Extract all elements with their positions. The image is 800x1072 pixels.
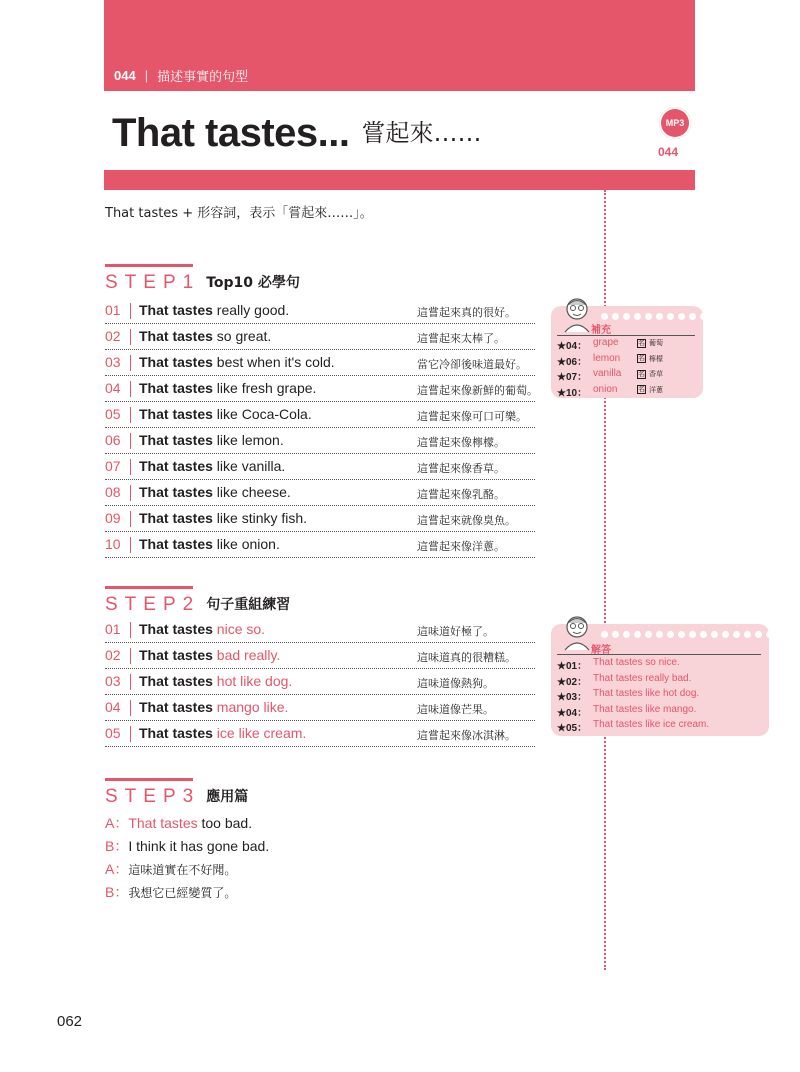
- noun-tag-icon: 名: [638, 355, 645, 362]
- sentence-rest: like vanilla.: [212, 458, 286, 474]
- sentence-keyword: That tastes: [139, 621, 213, 637]
- number-divider: [130, 407, 131, 423]
- sentence-row: [105, 454, 535, 480]
- number-divider: [130, 537, 131, 553]
- vocab-meaning: 檸檬: [649, 354, 663, 363]
- sentence-english: [139, 673, 292, 689]
- answer-text: That tastes like mango.: [593, 703, 697, 715]
- title-chinese: 嘗起來……: [361, 119, 482, 147]
- noun-tag-icon: 名: [638, 370, 645, 378]
- number-divider: [130, 674, 131, 690]
- sentence-keyword: That tastes: [139, 406, 213, 422]
- answer-item: [557, 657, 680, 672]
- intro-text: That tastes + 形容詞，表示「嘗起來……」。: [105, 206, 373, 221]
- sentence-row: [105, 721, 535, 747]
- sentence-number: 09: [105, 510, 121, 526]
- step2-label: STEP2: [105, 594, 201, 615]
- sentence-translation: 這嘗起來像洋蔥。: [417, 540, 505, 553]
- sentence-row: [105, 669, 535, 695]
- answer-text: That tastes like ice cream.: [593, 719, 710, 730]
- sentence-translation: 這嘗起來真的很好。: [417, 306, 516, 319]
- vocab-item: [557, 352, 663, 368]
- sentence-english: [139, 302, 289, 318]
- sentence-english: [139, 380, 316, 396]
- sentence-rest: really good.: [212, 302, 290, 318]
- title-underline-band: [104, 170, 695, 190]
- number-divider: [130, 433, 131, 449]
- sentence-row: [105, 617, 535, 643]
- sentence-number: 02: [105, 328, 121, 344]
- sentence-translation: 這嘗起來像可口可樂。: [417, 410, 527, 423]
- answers-heading: 解答: [591, 645, 611, 656]
- sentence-keyword: That tastes: [139, 699, 213, 715]
- sentence-english: [139, 484, 291, 500]
- dialogue-keyword: That tastes: [128, 815, 198, 831]
- sentence-keyword: That tastes: [139, 484, 213, 500]
- page-number: 062: [57, 1013, 83, 1030]
- answer-text: That tastes so nice.: [593, 657, 680, 668]
- vocab-item: [557, 368, 663, 383]
- sentence-translation: 這嘗起來就像臭魚。: [417, 514, 516, 527]
- sentence-english: [139, 406, 312, 422]
- notebook-holes: [601, 313, 729, 320]
- sentence-rest: like onion.: [212, 536, 280, 552]
- sentence-translation: 這嘗起來像乳酪。: [417, 488, 505, 501]
- step3-name: 應用篇: [206, 789, 249, 805]
- vocab-tag: [637, 354, 663, 364]
- number-divider: [130, 381, 131, 397]
- vocab-key: ★10：: [557, 387, 588, 399]
- dialogue-text: too bad.: [197, 815, 253, 831]
- sentence-keyword: That tastes: [139, 647, 213, 663]
- sentence-number: 04: [105, 380, 121, 396]
- sentence-english: [139, 647, 280, 663]
- sentence-number: 05: [105, 725, 121, 741]
- sentence-translation: 這味道像熱狗。: [417, 677, 494, 690]
- sentence-row: [105, 402, 535, 428]
- step3-header: [105, 786, 248, 808]
- sentence-keyword: That tastes: [139, 380, 213, 396]
- sentence-translation: 這嘗起來像冰淇淋。: [417, 729, 516, 742]
- sentence-row: [105, 506, 535, 532]
- sentence-rest: like stinky fish.: [212, 510, 308, 526]
- sentence-rest: ice like cream.: [212, 725, 307, 741]
- answer-item: [557, 703, 697, 719]
- vocab-key: ★07：: [557, 372, 588, 383]
- sentence-number: 01: [105, 302, 121, 318]
- sentence-rest: like Coca-Cola.: [212, 406, 312, 422]
- answers-rule: [557, 654, 761, 655]
- mp3-track-number: 044: [658, 145, 679, 159]
- step1-header: [105, 272, 300, 294]
- answer-item: [557, 688, 700, 703]
- answer-key: ★01：: [557, 661, 588, 672]
- sentence-row: [105, 376, 538, 402]
- sentence-english: [139, 328, 271, 344]
- dialogue-text: 我想它已經變質了。: [128, 886, 237, 900]
- sentence-rest: bad really.: [212, 647, 281, 663]
- step2-name: 句子重組練習: [206, 597, 291, 613]
- speaker-label: B：: [105, 838, 129, 854]
- answer-key: ★05：: [557, 723, 588, 734]
- sentence-english: [139, 536, 280, 552]
- supplement-rule: [557, 335, 695, 336]
- vocab-meaning: 洋蔥: [649, 385, 663, 394]
- vocab-key: ★06：: [557, 356, 588, 368]
- sentence-english: [139, 354, 335, 370]
- sentence-keyword: That tastes: [139, 458, 213, 474]
- sentence-number: 10: [105, 536, 121, 552]
- sentence-english: [139, 432, 284, 448]
- number-divider: [130, 648, 131, 664]
- sentence-number: 06: [105, 432, 121, 448]
- number-divider: [130, 459, 131, 475]
- vocab-tag: [637, 385, 663, 395]
- step1-name: Top10 必學句: [206, 275, 300, 291]
- sentence-keyword: That tastes: [139, 536, 213, 552]
- sentence-row: [105, 350, 535, 376]
- number-divider: [130, 511, 131, 527]
- sentence-row: [105, 532, 535, 558]
- step1-label: STEP1: [105, 272, 201, 293]
- noun-tag-icon: 名: [638, 386, 645, 393]
- speaker-label: A：: [105, 861, 129, 877]
- sentence-row: [105, 428, 535, 454]
- sentence-translation: 這嘗起來像檸檬。: [417, 436, 505, 449]
- vocab-word: grape: [593, 337, 619, 348]
- answer-item: [557, 719, 710, 734]
- answer-key: ★03：: [557, 692, 588, 703]
- sentence-keyword: That tastes: [139, 302, 213, 318]
- sentence-keyword: That tastes: [139, 354, 213, 370]
- dialogue-line: [105, 813, 252, 833]
- dialogue-line: [105, 836, 269, 856]
- sentence-number: 05: [105, 406, 121, 422]
- sentence-number: 02: [105, 647, 121, 663]
- page-title: [112, 111, 482, 156]
- sentence-translation: 這嘗起來像新鮮的葡萄。: [417, 384, 538, 397]
- answer-key: ★04：: [557, 707, 588, 719]
- sentence-number: 04: [105, 699, 121, 715]
- answer-item: [557, 672, 692, 688]
- sentence-english: [139, 699, 288, 715]
- sentence-translation: 這嘗起來太棒了。: [417, 332, 505, 345]
- sentence-number: 07: [105, 458, 121, 474]
- step-bar: [105, 264, 193, 267]
- number-divider: [130, 700, 131, 716]
- title-english: That tastes...: [112, 111, 350, 155]
- sentence-rest: like fresh grape.: [212, 380, 317, 396]
- number-divider: [130, 726, 131, 742]
- lesson-topic: 描述事實的句型: [157, 70, 249, 85]
- lesson-label: [114, 66, 248, 85]
- sentence-rest: hot like dog.: [212, 673, 293, 689]
- vocab-word: lemon: [593, 352, 621, 364]
- sentence-rest: best when it's cold.: [212, 354, 335, 370]
- sentence-row: [105, 643, 535, 669]
- number-divider: [130, 303, 131, 319]
- sentence-rest: mango like.: [212, 699, 289, 715]
- number-divider: [130, 485, 131, 501]
- sentence-number: 03: [105, 673, 121, 689]
- sentence-translation: 這嘗起來像香草。: [417, 462, 505, 475]
- answer-text: That tastes like hot dog.: [593, 688, 700, 699]
- speaker-label: B：: [105, 884, 129, 900]
- sentence-number: 01: [105, 621, 121, 637]
- sentence-english: [139, 621, 265, 637]
- sentence-english: [139, 725, 306, 741]
- step2-header: [105, 594, 290, 616]
- vocab-word: onion: [593, 383, 618, 395]
- step3-label: STEP3: [105, 786, 201, 807]
- sentence-row: [105, 695, 535, 721]
- step1-list: [105, 298, 538, 558]
- noun-tag-icon: 名: [638, 339, 645, 347]
- lesson-number: 044: [114, 68, 136, 83]
- answer-key: ★02：: [557, 676, 588, 688]
- vocab-word: vanilla: [593, 368, 622, 379]
- sentence-keyword: That tastes: [139, 673, 213, 689]
- answer-text: That tastes really bad.: [593, 672, 692, 684]
- sentence-rest: like cheese.: [212, 484, 291, 500]
- teacher-avatar-icon: [560, 614, 594, 652]
- teacher-avatar-icon: [560, 296, 594, 334]
- sentence-translation: 當它冷卻後味道最好。: [417, 358, 527, 371]
- sentence-number: 08: [105, 484, 121, 500]
- mp3-icon[interactable]: MP3: [659, 107, 691, 139]
- sentence-row: [105, 324, 535, 350]
- vocab-meaning: 葡萄: [649, 339, 663, 347]
- vocab-item: [557, 337, 663, 352]
- vocab-tag: [637, 338, 663, 348]
- sentence-row: [105, 480, 535, 506]
- vocab-item: [557, 383, 663, 399]
- supplement-heading: 補充: [591, 325, 611, 336]
- sentence-row: [105, 298, 535, 324]
- sentence-translation: 這味道像芒果。: [417, 703, 494, 716]
- speaker-label: A：: [105, 815, 129, 831]
- number-divider: [130, 355, 131, 371]
- number-divider: [130, 329, 131, 345]
- sentence-translation: 這味道好極了。: [417, 625, 494, 638]
- step-bar: [105, 778, 193, 781]
- step2-list: [105, 617, 535, 747]
- sentence-number: 03: [105, 354, 121, 370]
- dialogue-line: [105, 882, 236, 902]
- step-bar: [105, 586, 193, 589]
- sentence-rest: so great.: [212, 328, 272, 344]
- dialogue-text: I think it has gone bad.: [128, 838, 270, 854]
- number-divider: [130, 622, 131, 638]
- vocab-key: ★04：: [557, 341, 588, 352]
- sentence-translation: 這味道真的很糟糕。: [417, 651, 516, 664]
- sentence-keyword: That tastes: [139, 510, 213, 526]
- sentence-rest: like lemon.: [212, 432, 284, 448]
- sentence-keyword: That tastes: [139, 432, 213, 448]
- dialogue-text: 這味道實在不好聞。: [128, 863, 237, 877]
- sentence-rest: nice so.: [212, 621, 266, 637]
- dialogue-line: [105, 859, 236, 879]
- sentence-keyword: That tastes: [139, 725, 213, 741]
- sentence-english: [139, 458, 285, 474]
- vocab-meaning: 香草: [649, 370, 663, 378]
- lesson-separator: |: [144, 68, 149, 83]
- notebook-holes: [601, 631, 795, 638]
- vocab-tag: [637, 369, 663, 379]
- sentence-keyword: That tastes: [139, 328, 213, 344]
- sentence-english: [139, 510, 307, 526]
